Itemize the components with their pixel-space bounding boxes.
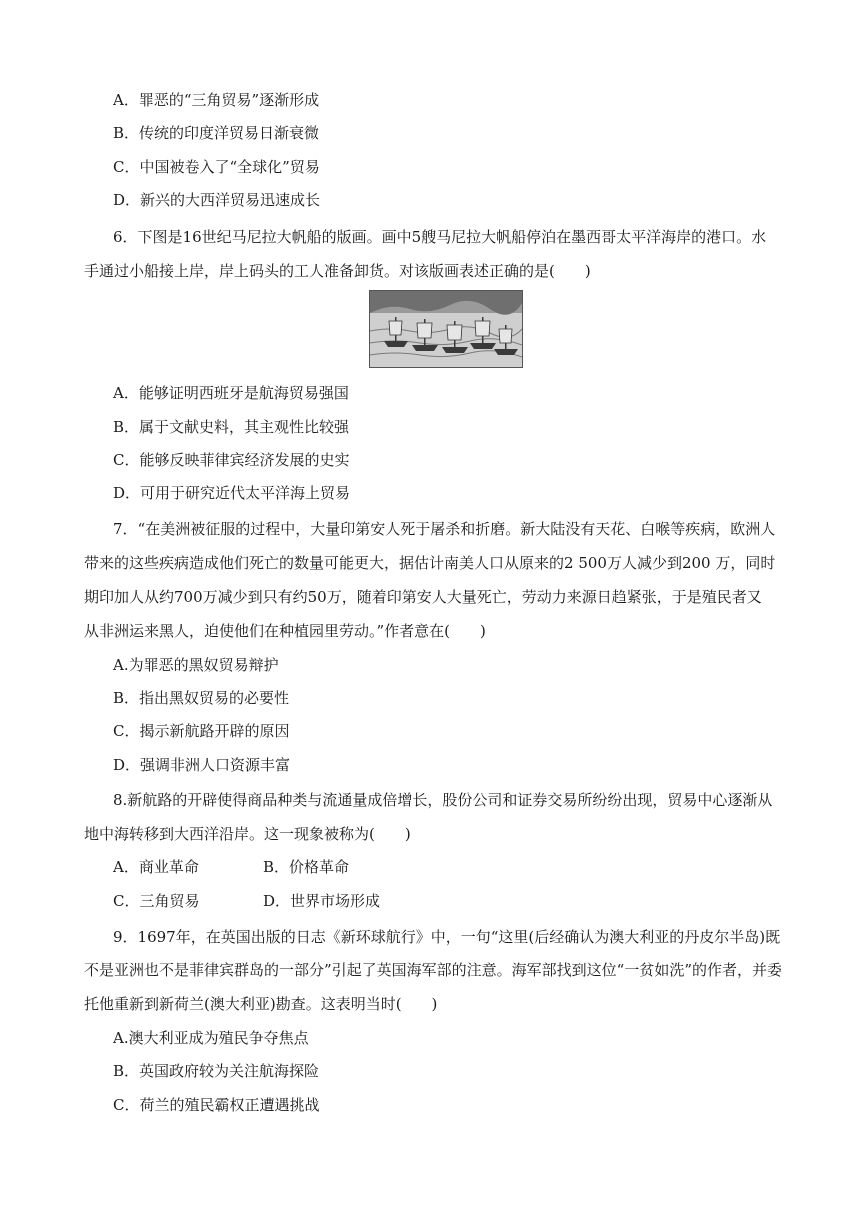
q7-stem-line-3: 期印加人从约700万减少到只有约50万，随着印第安人大量死亡，劳动力来源日趋紧张，于是殖民者又 xyxy=(84,588,762,606)
q6-option-a[interactable]: A．能够证明西班牙是航海贸易强国 xyxy=(113,384,349,402)
q6-option-d[interactable]: D．可用于研究近代太平洋海上贸易 xyxy=(113,484,351,502)
q9-stem-line-2: 不是亚洲也不是菲律宾群岛的一部分”引起了英国海军部的注意。海军部找到这位“一贫如洗”的作者，并委 xyxy=(84,961,783,979)
q5-option-a[interactable]: A．罪恶的“三角贸易”逐渐形成 xyxy=(113,91,320,109)
q6-stem-line-1: 6．下图是16世纪马尼拉大帆船的版画。画中5艘马尼拉大帆船停泊在墨西哥太平洋海岸的港口。水 xyxy=(113,228,767,246)
q5-option-b[interactable]: B．传统的印度洋贸易日渐衰微 xyxy=(113,124,320,142)
q9-stem-line-1: 9．1697年，在英国出版的日志《新环球航行》中，一句“这里(后经确认为澳大利亚的丹皮尔半岛)既 xyxy=(113,928,781,946)
q8-option-d[interactable]: D．世界市场形成 xyxy=(263,892,381,910)
q7-option-b[interactable]: B．指出黑奴贸易的必要性 xyxy=(113,689,290,707)
q9-option-b[interactable]: B．英国政府较为关注航海探险 xyxy=(113,1062,320,1080)
q6-option-b[interactable]: B．属于文献史料，其主观性比较强 xyxy=(113,418,350,436)
q9-option-c[interactable]: C．荷兰的殖民霸权正遭遇挑战 xyxy=(113,1096,320,1114)
q7-stem-line-2: 带来的这些疾病造成他们死亡的数量可能更大，据估计南美人口从原来的2 500万人减少到200 万，同时 xyxy=(84,554,776,572)
q6-stem-line-2: 手通过小船接上岸，岸上码头的工人准备卸货。对该版画表述正确的是( ) xyxy=(84,262,591,280)
q8-stem-line-2: 地中海转移到大西洋沿岸。这一现象被称为( ) xyxy=(84,825,411,843)
manila-galleon-engraving xyxy=(369,290,523,368)
q8-stem-line-1: 8.新航路的开辟使得商品种类与流通量成倍增长，股份公司和证券交易所纷纷出现，贸易中心逐渐从 xyxy=(113,791,773,809)
q9-stem-line-3: 托他重新到新荷兰(澳大利亚)勘查。这表明当时( ) xyxy=(84,995,438,1013)
q5-option-d[interactable]: D．新兴的大西洋贸易迅速成长 xyxy=(113,191,321,209)
q9-option-a[interactable]: A.澳大利亚成为殖民争夺焦点 xyxy=(113,1029,309,1047)
q7-option-c[interactable]: C．揭示新航路开辟的原因 xyxy=(113,722,290,740)
q7-stem-line-1: 7．“在美洲被征服的过程中，大量印第安人死于屠杀和折磨。新大陆没有天花、白喉等疾病，欧洲人 xyxy=(113,520,776,538)
q8-option-a[interactable]: A．商业革命 xyxy=(113,858,199,876)
q7-option-a[interactable]: A.为罪恶的黑奴贸易辩护 xyxy=(113,656,279,674)
q5-option-c[interactable]: C．中国被卷入了“全球化”贸易 xyxy=(113,158,320,176)
q7-stem-line-4: 从非洲运来黑人，迫使他们在种植园里劳动。”作者意在( ) xyxy=(84,622,486,640)
q6-option-c[interactable]: C．能够反映菲律宾经济发展的史实 xyxy=(113,451,350,469)
q8-option-b[interactable]: B．价格革命 xyxy=(263,858,350,876)
q7-option-d[interactable]: D．强调非洲人口资源丰富 xyxy=(113,756,291,774)
q8-option-c[interactable]: C．三角贸易 xyxy=(113,892,200,910)
